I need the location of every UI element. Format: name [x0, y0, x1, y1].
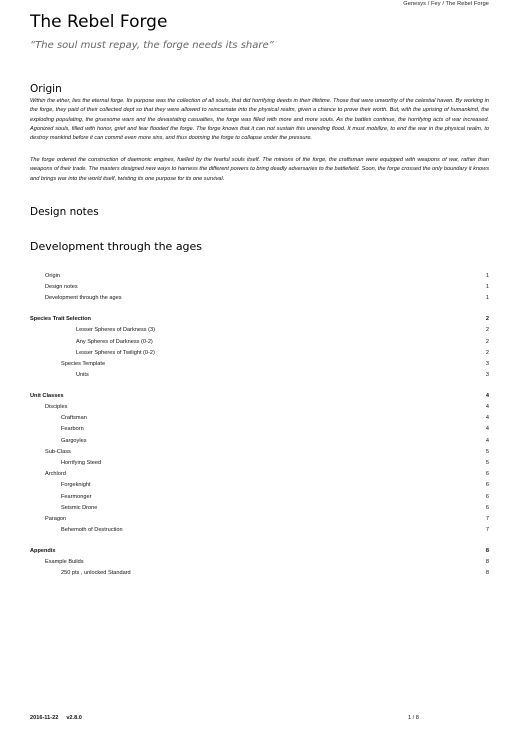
- toc-entry-page: 4: [485, 415, 489, 422]
- toc-entry-label: Disciples: [45, 404, 68, 410]
- toc-entry-label: Origin: [45, 273, 60, 279]
- footer-page-number: 1 / 8: [408, 715, 419, 721]
- toc-entry[interactable]: [30, 337, 489, 347]
- toc-entry[interactable]: [30, 325, 489, 335]
- toc-entry[interactable]: [30, 469, 489, 479]
- toc-entry[interactable]: [30, 568, 489, 578]
- toc-entry-page: 4: [485, 404, 489, 410]
- toc-entry-label: Example Builds: [45, 559, 84, 566]
- toc-entry[interactable]: [30, 391, 489, 401]
- toc-entry[interactable]: [30, 370, 489, 380]
- toc-entry-page: 2: [485, 327, 489, 334]
- toc-entry-page: 4: [485, 426, 489, 433]
- toc-entry[interactable]: [30, 525, 489, 535]
- toc-entry-page: 6: [485, 482, 489, 489]
- toc-entry-label: Development through the ages: [45, 295, 122, 302]
- toc-entry-page: 2: [485, 349, 489, 356]
- origin-paragraph-1: Within the ether, lies the eternal forge. Its purpose was the collection of all souls, that did horrifying deeds in their lifetime. Those that were unworthy of the celestial haven. By working in the forge, they paid of their collected dept so that they were allowed to reincarnate into the physical realm, given a chance to prove their worth. But, with the uprising of humankind, the exploding populating, the gruesome wars and the devastating casualties, the forge was filled with more and more souls. As the battles continue, the horrifying acts of war increased. Agonized souls, filled with honor, grief and fear flooded the forge. The forge knows that it can not sustain this unending flood. It must mobilize, to end the war in the physical realm, to destroy mankind before it can commit even more sins, and thus dooming the forge to collapse under the pressure.: [30, 98, 489, 142]
- toc-entry-page: 3: [485, 360, 489, 367]
- toc-entry-page: 1: [485, 295, 489, 302]
- toc-entry-page: 6: [485, 504, 489, 511]
- toc-entry-label: Craftsman: [61, 415, 87, 422]
- running-header: Genesys / Fey / The Rebel Forge: [403, 1, 489, 7]
- toc-entry-page: 8: [485, 570, 489, 577]
- toc-entry-page: 1: [485, 273, 489, 279]
- toc-entry-page: 4: [485, 437, 489, 444]
- toc-entry[interactable]: [30, 492, 489, 502]
- toc-entry[interactable]: [30, 514, 489, 524]
- toc-entry-label: Fearborn: [61, 426, 84, 433]
- toc-entry-label: Unit Classes: [30, 392, 64, 399]
- toc-entry-page: 7: [485, 516, 489, 522]
- toc-entry-page: 5: [485, 448, 489, 455]
- footer-version: v2.8.0: [66, 715, 82, 721]
- toc-entry-label: Sub-Class: [45, 448, 71, 455]
- toc-entry-label: Seismic Drone: [61, 504, 98, 511]
- toc-entry-page: 8: [485, 559, 489, 566]
- toc-entry-page: 5: [485, 460, 489, 466]
- toc-entry-page: 1: [485, 284, 489, 291]
- section-heading-origin: Origin: [30, 83, 62, 95]
- section-heading-development: Development through the ages: [30, 240, 203, 253]
- toc-entry-label: Lesser Spheres of Darkness (3): [76, 327, 155, 334]
- toc-entry[interactable]: [30, 402, 489, 412]
- toc-entry-label: Design notes: [45, 284, 78, 291]
- toc-entry[interactable]: [30, 458, 489, 468]
- toc-entry[interactable]: [30, 546, 489, 556]
- toc-entry-label: Fearmonger: [61, 493, 92, 500]
- toc-entry[interactable]: [30, 413, 489, 423]
- toc-entry-page: 4: [485, 392, 489, 399]
- toc-entry[interactable]: [30, 503, 489, 513]
- toc-entry-page: 3: [485, 372, 489, 379]
- footer-date: 2016-11-22: [30, 715, 59, 721]
- toc-entry[interactable]: [30, 348, 489, 358]
- toc-entry-page: 6: [485, 471, 489, 478]
- section-heading-design-notes: Design notes: [30, 206, 99, 218]
- toc-entry-page: 2: [485, 316, 489, 323]
- toc-entry-label: Paragon: [45, 516, 67, 522]
- page-title: The Rebel Forge: [30, 12, 168, 32]
- toc-entry-page: 8: [485, 547, 489, 554]
- toc-entry[interactable]: [30, 282, 489, 292]
- toc-entry-label: Horrifying Steed: [61, 460, 102, 466]
- page-subtitle: “The soul must repay, the forge needs its share”: [30, 40, 274, 51]
- toc-entry[interactable]: [30, 293, 489, 303]
- toc-entry[interactable]: [30, 557, 489, 567]
- toc-entry[interactable]: [30, 359, 489, 369]
- toc-entry-page: 7: [485, 527, 489, 534]
- footer-meta: [30, 715, 82, 721]
- toc-entry-page: 6: [485, 493, 489, 500]
- toc-entry-label: Appendix: [30, 547, 56, 554]
- toc-entry-label: Gargoyles: [61, 437, 87, 444]
- toc-entry-label: Archlord: [45, 471, 66, 478]
- toc-entry-label: Any Spheres of Darkness (0-2): [76, 338, 153, 345]
- toc-entry-label: Forgeknight: [61, 482, 91, 489]
- toc-entry[interactable]: [30, 436, 489, 446]
- toc-entry-label: Lesser Spheres of Twilight (0-2): [76, 349, 155, 356]
- toc-entry-label: Species Template: [61, 360, 106, 367]
- toc-entry[interactable]: [30, 314, 489, 324]
- origin-paragraph-2: The forge ordered the construction of daemonic engines, fuelled by the fearful souls itself. The minions of the forge, the craftsman were equipped with weapons of war, rather than weapons of their trade. The masters designed new ways to harness the different powers to bring deadly adversaries to the battlefield. Soon, the forge crossed the only boundary it knows and brings war into the world itself, twisting its one purpose for its one survival.: [30, 157, 489, 182]
- toc-entry[interactable]: [30, 480, 489, 490]
- toc-entry-label: Units: [76, 372, 89, 379]
- toc-entry[interactable]: [30, 447, 489, 457]
- toc-entry-label: Species Trait Selection: [30, 316, 91, 323]
- toc-entry-label: Behemoth of Destruction: [61, 527, 123, 534]
- toc-entry-label: 250 pts , unlocked Standard: [61, 570, 131, 577]
- toc-entry[interactable]: [30, 271, 489, 281]
- toc-entry[interactable]: [30, 424, 489, 434]
- toc-entry-page: 2: [485, 338, 489, 345]
